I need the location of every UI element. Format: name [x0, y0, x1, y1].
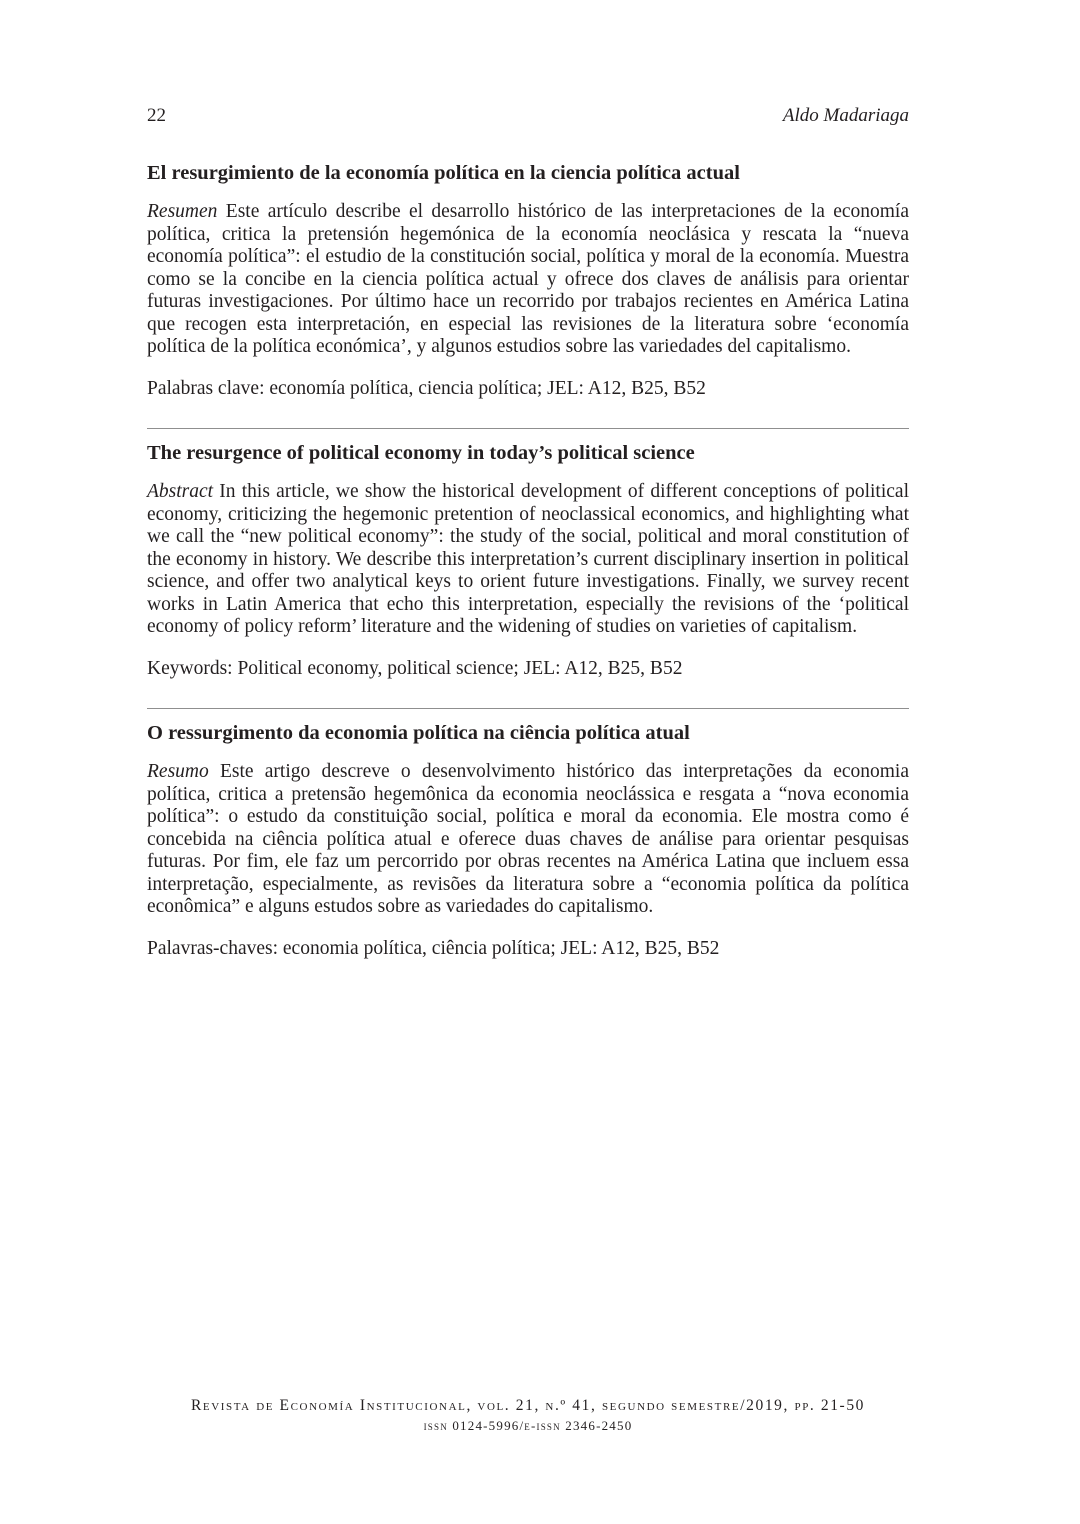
abstract-section-spanish [147, 160, 909, 400]
abstract-paragraph [147, 201, 909, 359]
abstract-paragraph [147, 481, 909, 639]
page-footer [0, 1396, 1080, 1435]
section-title: O ressurgimento da economia política na ciência política atual [147, 722, 690, 744]
keywords-line: Palavras-chaves: economia política, ciência política; JEL: A12, B25, B52 [147, 937, 720, 959]
abstract-section-portuguese [147, 720, 909, 960]
issn-line: issn 0124-5996/e-issn 2346-2450 [423, 1418, 633, 1433]
page-number: 22 [147, 105, 166, 126]
main-content [147, 160, 909, 960]
section-divider [147, 428, 909, 429]
abstract-paragraph [147, 761, 909, 919]
abstract-text: Este artículo describe el desarrollo histórico de las interpretaciones de la economía política, critica la pretensión hegemónica de la economía neoclásica y rescata la “nueva economía política”: el estudio de la constitución social, política y moral de la economía. Muestra como se la concibe en la ciencia política actual y ofrece dos claves de análisis para orientar futuras investigaciones. Por último hace un recorrido por trabajos recientes en América Latina que recogen esta interpretación, en especial las revisiones de la literatura sobre ‘economía política de la política económica’, y algunos estudios sobre las variedades del capitalismo. [147, 201, 910, 357]
abstract-label: Resumo [147, 761, 209, 782]
section-divider [147, 708, 909, 709]
abstract-text: In this article, we show the historical development of different conceptions of political economy, criticizing the hegemonic pretention of neoclassical economics, and highlighting what we call the “new political economy”: the study of the social, political and moral constitution of the economy in history. We describe this interpretation’s current disciplinary insertion in political science, and offer two analytical keys to orient future investigations. Finally, we survey recent works in Latin America that echo this interpretation, especially the revisions of the ‘political economy of policy reform’ literature and the widening of studies on varieties of capitalism. [147, 481, 909, 637]
abstract-section-english [147, 440, 909, 680]
section-title: El resurgimiento de la economía política en la ciencia política actual [147, 162, 740, 184]
keywords-line: Palabras clave: economía política, ciencia política; JEL: A12, B25, B52 [147, 377, 706, 399]
abstract-text: Este artigo descreve o desenvolvimento histórico das interpretações da economia política, critica a pretensão hegemônica da economia neoclássica e resgata a “nova economia política”: o estudo da constituição social, política e moral da economia. Ele mostra como é concebida na ciência política atual e oferece duas chaves de análise para orientar pesquisas futuras. Por fim, ele faz um percorrido por obras recentes na América Latina que incluem essa interpretação, especialmente, as revisões da literatura sobre a “economia política da política econômica” e alguns estudos sobre as variedades do capitalismo. [147, 761, 910, 917]
abstract-label: Abstract [147, 481, 214, 502]
running-head-author: Aldo Madariaga [782, 105, 909, 126]
abstract-label: Resumen [147, 201, 218, 222]
section-title: The resurgence of political economy in today’s political science [147, 442, 695, 464]
keywords-line: Keywords: Political economy, political science; JEL: A12, B25, B52 [147, 657, 683, 679]
journal-citation: Revista de Economía Institucional, vol. 21, n.º 41, segundo semestre/2019, pp. 21-50 [190, 1397, 866, 1414]
